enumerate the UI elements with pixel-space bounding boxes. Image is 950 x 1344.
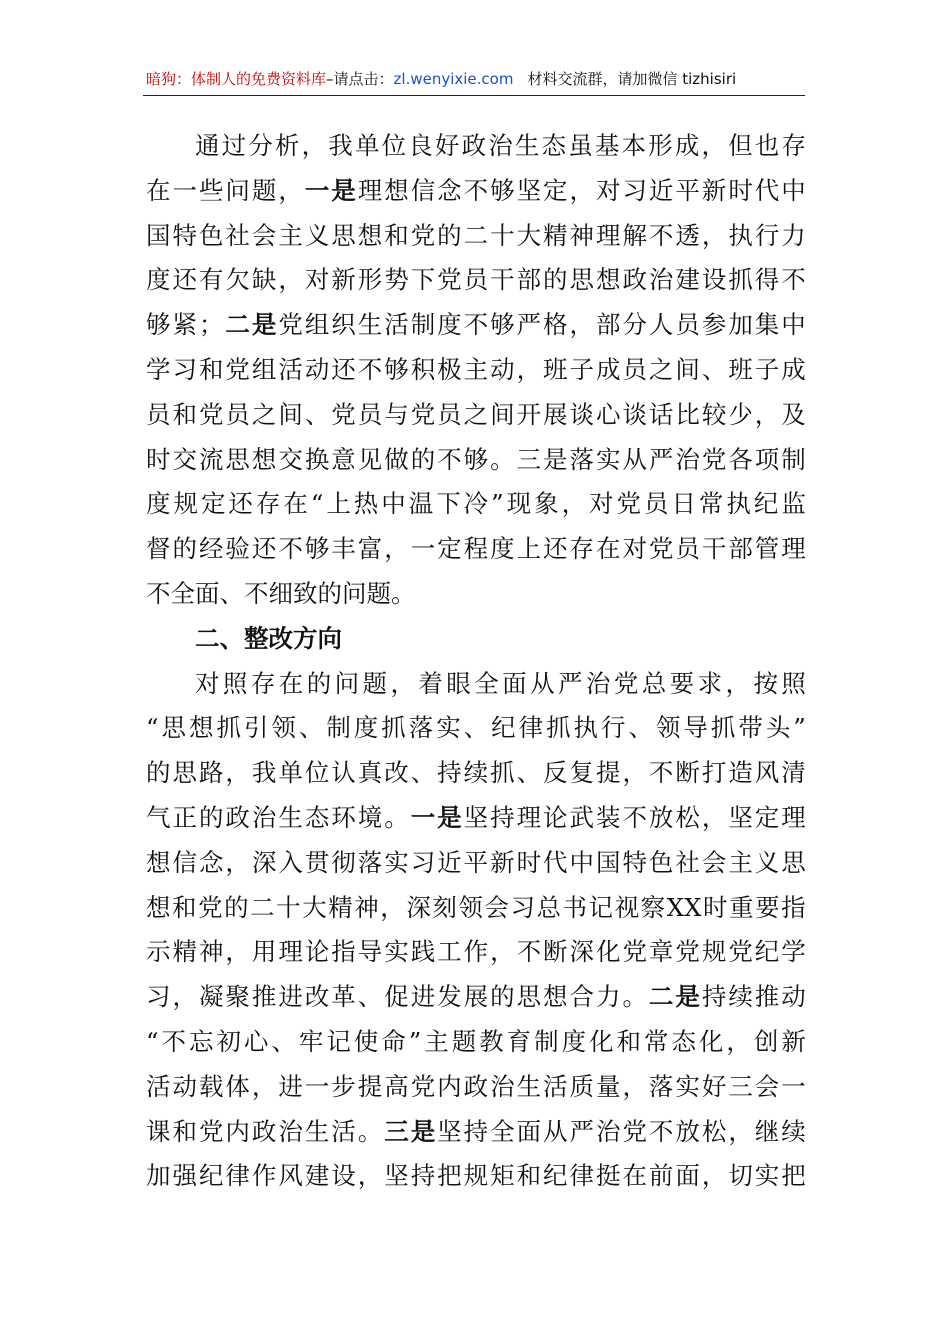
text-line: 学 习 和 党 组 活 动 还 不 够 积 极 主 动 ， 班 子 成 员 之 间 、 班 子 成: [146, 354, 806, 384]
text-line: 时 交 流 思 想 交 换 意 见 做 的 不 够 。 三 是 落 实 从 严 治 党 各 项 制: [146, 444, 806, 474]
text-line: 想 信 念 ， 深 入 贯 彻 落 实 习 近 平 新 时 代 中 国 特 色 社 会 主 义 思: [146, 847, 806, 877]
section-heading: [146, 617, 806, 662]
text-line: 度 规 定 还 存 在 “ 上 热 中 温 下 冷 ” 现 象 ， 对 党 员 日 常 执 纪 监: [146, 489, 806, 519]
click-label: –请点击：: [326, 70, 394, 88]
text-line: “ 思 想 抓 引 领 、 制 度 抓 落 实 、 纪 律 抓 执 行 、 领 导 抓 带 头 ”: [146, 713, 806, 743]
website-link[interactable]: zl.wenyixie.com: [393, 70, 514, 88]
text-line: 国 特 色 社 会 主 义 思 想 和 党 的 二 十 大 精 神 理 解 不 透 ， 执 行 力: [146, 220, 806, 250]
document-body: [146, 124, 806, 1199]
text-line: 度 还 有 欠 缺 ， 对 新 形 势 下 党 员 干 部 的 思 想 政 治 建 设 抓 得 不: [146, 265, 806, 295]
header-divider: [143, 95, 805, 96]
text-line: 想 和 党 的 二 十 大 精 神 ， 深 刻 领 会 习 总 书 记 视 察 XX 时 重 要 指: [146, 892, 806, 922]
text-line: 对 照 存 在 的 问 题 ， 着 眼 全 面 从 严 治 党 总 要 求 ， 按 照: [195, 668, 806, 698]
text-line: 在 一 些 问 题 ， 一 是 理 想 信 念 不 够 坚 定 ， 对 习 近 平 新 时 代 中: [146, 175, 806, 205]
text-line: 课 和 党 内 政 治 生 活 。 三 是 坚 持 全 面 从 严 治 党 不 放 松 ， 继 续: [146, 1116, 806, 1146]
text-line: “ 不 忘 初 心 、 牢 记 使 命 ” 主 题 教 育 制 度 化 和 常 态 化 ， 创 新: [146, 1026, 806, 1056]
text-line: 督 的 经 验 还 不 够 丰 富 ， 一 定 程 度 上 还 存 在 对 党 员 干 部 管 理: [146, 534, 806, 564]
site-name: 暗狗：体制人的免费资料库: [146, 70, 327, 88]
text-line: 够 紧 ； 二 是 党 组 织 生 活 制 度 不 够 严 格 ， 部 分 人 员 参 加 集 中: [146, 310, 806, 340]
text-line: 通 过 分 析 ， 我 单 位 良 好 政 治 生 态 虽 基 本 形 成 ， 但 也 存: [195, 131, 806, 160]
text-line: 的 思 路 ， 我 单 位 认 真 改 、 持 续 抓 、 反 复 提 ， 不 断 打 造 风 清: [146, 758, 806, 788]
text-line: 气 正 的 政 治 生 态 环 境 。 一 是 坚 持 理 论 武 装 不 放 松 ， 坚 定 理: [146, 802, 806, 832]
page-header: [146, 66, 804, 92]
text-line: 员 和 党 员 之 间 、 党 员 与 党 员 之 间 开 展 谈 心 谈 话 比 较 少 ， 及: [146, 399, 806, 429]
wechat-note: 材料交流群，请加微信 tizhisiri: [527, 70, 737, 88]
text-line: 示 精 神 ， 用 理 论 指 导 实 践 工 作 ， 不 断 深 化 党 章 党 规 党 纪 学: [146, 937, 806, 967]
text-line: 加 强 纪 律 作 风 建 设 ， 坚 持 把 规 矩 和 纪 律 挺 在 前 面 ， 切 实 把: [146, 1161, 806, 1191]
text-line: 不 全 面 、 不 细 致 的 问 题 。: [146, 578, 416, 608]
section-heading-text: 二、整改方向: [195, 623, 342, 653]
text-line: 习 ， 凝 聚 推 进 改 革 、 促 进 发 展 的 思 想 合 力 。 二 是 持 续 推 动: [146, 982, 806, 1012]
text-line: 活 动 载 体 ， 进 一 步 提 高 党 内 政 治 生 活 质 量 ， 落 实 好 三 会 一: [146, 1071, 806, 1101]
